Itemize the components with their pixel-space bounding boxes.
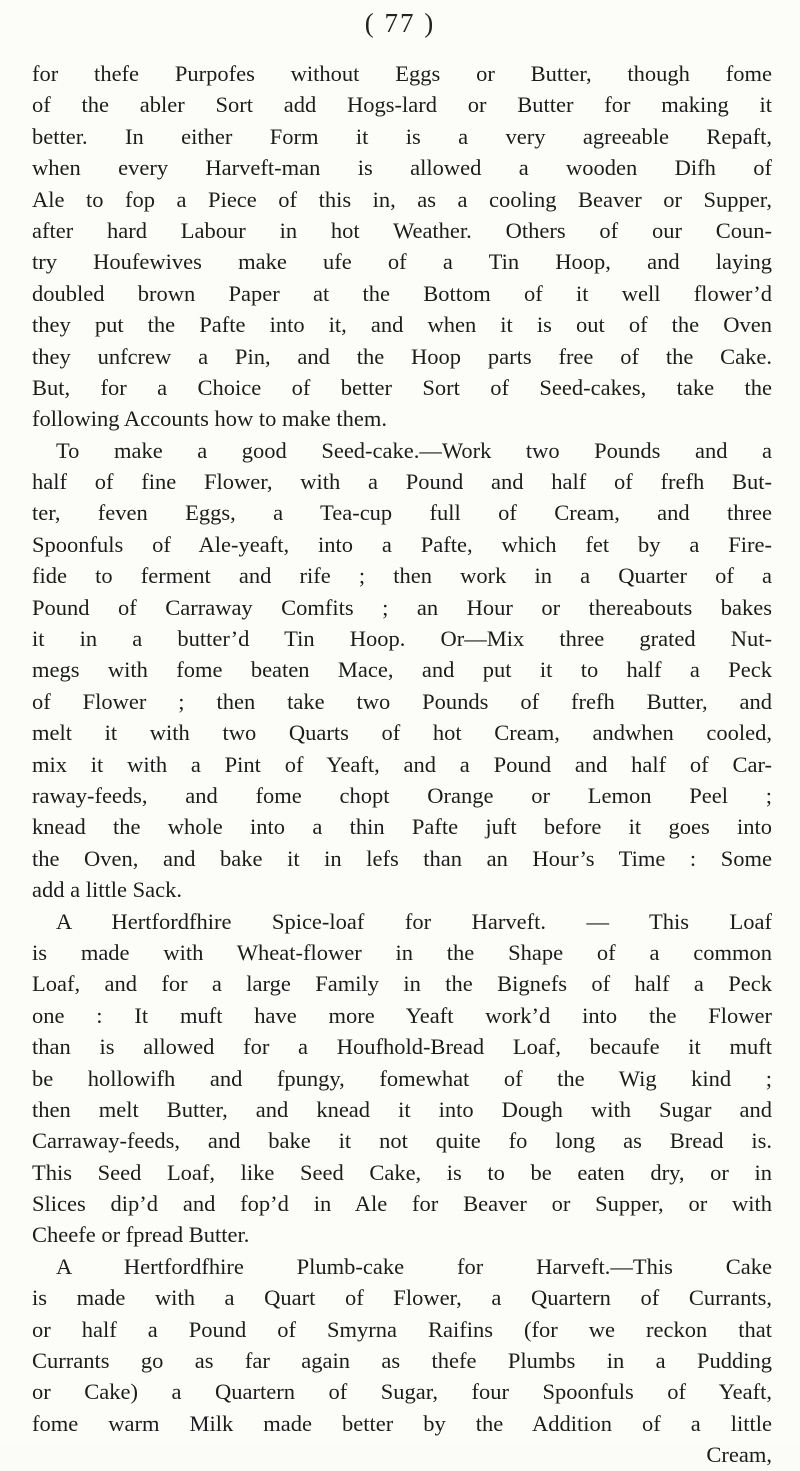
- body-text: [32, 58, 772, 1471]
- text-line: Ale to fop a Piece of this in, as a cooling Beaver or Supper,: [32, 186, 772, 212]
- text-line: when every Harveft-man is allowed a wooden Difh of: [32, 155, 772, 181]
- recipe-heading-line: To make a good Seed-cake.—Work two Pounds and a: [56, 437, 772, 463]
- text-line: raway-feeds, and fome chopt Orange or Lemon Peel ;: [32, 782, 772, 808]
- catchword: Cream,: [706, 1442, 772, 1468]
- text-line: add a little Sack.: [32, 877, 182, 903]
- text-line: ter, feven Eggs, a Tea-cup full of Cream, and three: [32, 500, 772, 526]
- text-line: following Accounts how to make them.: [32, 406, 387, 432]
- text-line: of the abler Sort add Hogs-lard or Butter for making it: [32, 92, 772, 118]
- text-line: mix it with a Pint of Yeaft, and a Pound and half of Car-: [32, 751, 772, 777]
- text-line: This Seed Loaf, like Seed Cake, is to be eaten dry, or in: [32, 1159, 772, 1185]
- text-line: knead the whole into a thin Pafte juft before it goes into: [32, 814, 772, 840]
- text-line: Pound of Carraway Comfits ; an Hour or thereabouts bakes: [32, 594, 772, 620]
- text-line: is made with a Quart of Flower, a Quartern of Currants,: [32, 1285, 772, 1311]
- text-line: doubled brown Paper at the Bottom of it well flower’d: [32, 280, 772, 306]
- text-line: the Oven, and bake it in lefs than an Hour’s Time : Some: [32, 845, 772, 871]
- text-line: or half a Pound of Smyrna Raifins (for we reckon that: [32, 1316, 772, 1342]
- text-line: or Cake) a Quartern of Sugar, four Spoonfuls of Yeaft,: [32, 1379, 772, 1405]
- text-line: megs with fome beaten Mace, and put it to half a Peck: [32, 657, 772, 683]
- text-line: Carraway-feeds, and bake it not quite fo long as Bread is.: [32, 1128, 772, 1154]
- text-line: then melt Butter, and knead it into Dough with Sugar and: [32, 1096, 772, 1122]
- text-line: they unfcrew a Pin, and the Hoop parts free of the Cake.: [32, 343, 772, 369]
- text-line: But, for a Choice of better Sort of Seed-cakes, take the: [32, 374, 772, 400]
- text-line: be hollowifh and fpungy, fomewhat of the Wig kind ;: [32, 1065, 772, 1091]
- text-line: Cheefe or fpread Butter.: [32, 1222, 250, 1248]
- text-line: half of fine Flower, with a Pound and half of frefh But-: [32, 469, 772, 495]
- text-line: fome warm Milk made better by the Addition of a little: [32, 1410, 772, 1436]
- text-line: better. In either Form it is a very agreeable Repaft,: [32, 123, 772, 149]
- text-line: fide to ferment and rife ; then work in a Quarter of a: [32, 563, 772, 589]
- text-line: Currants go as far again as thefe Plumbs in a Pudding: [32, 1348, 772, 1374]
- text-line: after hard Labour in hot Weather. Others of our Coun-: [32, 217, 772, 243]
- text-line: one : It muft have more Yeaft work’d into the Flower: [32, 1002, 772, 1028]
- recipe-heading-line: A Hertfordfhire Plumb-cake for Harveft.—This Cake: [56, 1253, 772, 1279]
- text-line: Loaf, and for a large Family in the Bignefs of half a Peck: [32, 971, 772, 997]
- text-line: than is allowed for a Houfhold-Bread Loaf, becaufe it muft: [32, 1034, 772, 1060]
- text-line: is made with Wheat-flower in the Shape of a common: [32, 939, 772, 965]
- text-line: for thefe Purpofes without Eggs or Butter, though fome: [32, 61, 772, 86]
- text-line: Spoonfuls of Ale-yeaft, into a Pafte, which fet by a Fire-: [32, 531, 772, 557]
- text-line: it in a butter’d Tin Hoop. Or—Mix three grated Nut-: [32, 626, 772, 652]
- text-line: they put the Pafte into it, and when it is out of the Oven: [32, 312, 772, 338]
- text-line: melt it with two Quarts of hot Cream, andwhen cooled,: [32, 720, 772, 746]
- text-line: of Flower ; then take two Pounds of frefh Butter, and: [32, 688, 772, 714]
- page-number: ( 77 ): [364, 8, 436, 38]
- recipe-heading-line: A Hertfordfhire Spice-loaf for Harveft. — This Loaf: [56, 908, 772, 934]
- text-line: Slices dip’d and fop’d in Ale for Beaver or Supper, or with: [32, 1191, 772, 1217]
- text-line: try Houfewives make ufe of a Tin Hoop, and laying: [32, 249, 772, 275]
